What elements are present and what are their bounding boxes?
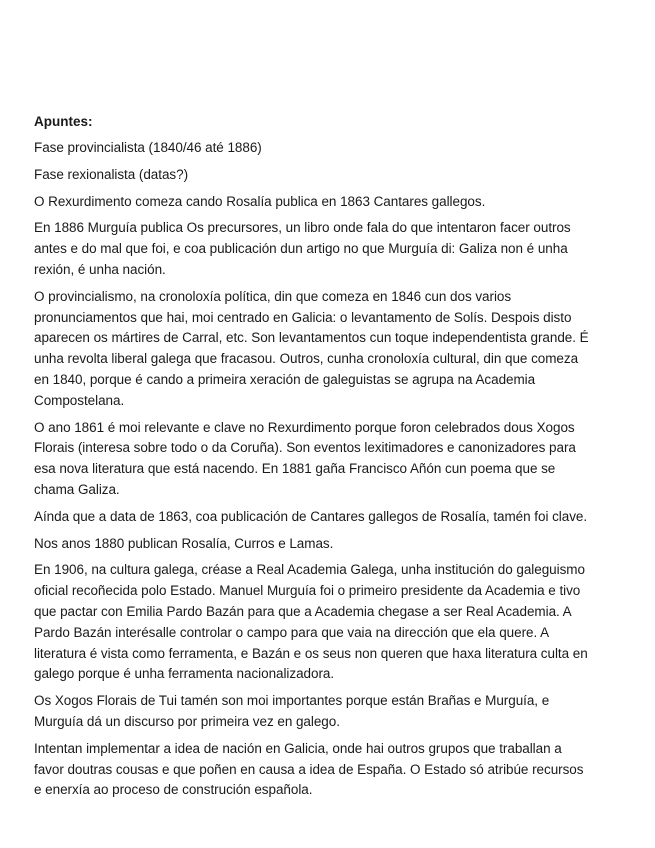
paragraph-line: e enerxía ao proceso de construción española. bbox=[34, 782, 313, 798]
notes-heading: Apuntes: bbox=[34, 114, 93, 129]
paragraph bbox=[34, 691, 609, 733]
paragraph-line: galego porque é unha ferramenta nacionalizadora. bbox=[34, 666, 335, 682]
paragraph bbox=[34, 192, 609, 213]
paragraph-line: esa nova literatura que está nacendo. En 1881 gaña Francisco Añón cun poema que se bbox=[34, 461, 556, 477]
paragraph-line: Florais (interesa sobre todo o da Coruña). Son eventos lexitimadores e canonizadores para bbox=[34, 440, 576, 456]
paragraph-line: O Rexurdimento comeza cando Rosalía publica en 1863 Cantares gallegos. bbox=[34, 193, 486, 209]
paragraph-line: Murguía dá un discurso por primeira vez en galego. bbox=[34, 713, 340, 729]
paragraph-line: Fase rexionalista (datas?) bbox=[34, 166, 189, 182]
paragraph-line: pronunciamentos que hai, moi centrado en Galicia: o levantamento de Solís. Despois disto bbox=[34, 309, 572, 325]
paragraph bbox=[34, 138, 609, 159]
paragraph-line: Compostelana. bbox=[34, 392, 125, 408]
paragraph-line: Pardo Bazán interésalle controlar o campo para que vaia na dirección que ela quere. A bbox=[34, 624, 550, 640]
paragraph bbox=[34, 534, 609, 555]
paragraph-line: oficial recoñecida polo Estado. Manuel Murguía foi o primeiro presidente da Academia e tivo bbox=[34, 583, 581, 599]
paragraph-line: O ano 1861 é moi relevante e clave no Rexurdimento porque foron celebrados dous Xogos bbox=[34, 419, 575, 435]
paragraph-line: que pactar con Emilia Pardo Bazán para que a Academia chegase a ser Real Academia. A bbox=[34, 603, 572, 619]
paragraph-list bbox=[34, 138, 609, 801]
paragraph-line: favor doutras cousas e que poñen en causa a idea de España. O Estado só atribúe recursos bbox=[34, 761, 584, 777]
paragraph bbox=[34, 560, 609, 685]
paragraph-line: rexión, é unha nación. bbox=[34, 261, 166, 277]
paragraph bbox=[34, 507, 609, 528]
paragraph bbox=[34, 287, 609, 412]
paragraph-line: unha revolta liberal galega que fracasou. Outros, cunha cronoloxía cultural, din que comeza bbox=[34, 351, 579, 367]
paragraph bbox=[34, 418, 609, 501]
paragraph-line: Aínda que a data de 1863, coa publicación de Cantares gallegos de Rosalía, tamén foi clave. bbox=[34, 508, 588, 524]
paragraph-line: en 1840, porque é cando a primeira xeración de galeguistas se agrupa na Academia bbox=[34, 371, 536, 387]
paragraph-line: Fase provincialista (1840/46 até 1886) bbox=[34, 140, 262, 155]
paragraph-line: En 1906, na cultura galega, créase a Real Academia Galega, unha institución do galeguismo bbox=[34, 562, 585, 578]
paragraph-line: aparecen os mártires de Carral, etc. Son levantamentos cun toque independentista grande. É bbox=[34, 330, 589, 346]
paragraph bbox=[34, 739, 609, 801]
paragraph bbox=[34, 165, 609, 186]
paragraph-line: chama Galiza. bbox=[34, 481, 120, 497]
paragraph bbox=[34, 218, 609, 280]
paragraph-line: Intentan implementar a idea de nación en Galicia, onde hai outros grupos que traballan a bbox=[34, 740, 562, 756]
paragraph-line: Os Xogos Florais de Tui tamén son moi importantes porque están Brañas e Murguía, e bbox=[34, 693, 550, 709]
paragraph-line: literatura é vista como ferramenta, e Bazán e os seus non queren que haxa literatura culta en bbox=[34, 645, 588, 661]
paragraph-line: antes e do mal que foi, e coa publicación dun artigo no que Murguía di: Galiza non é unha bbox=[34, 241, 568, 257]
document-page bbox=[34, 112, 609, 807]
paragraph-line: Nos anos 1880 publican Rosalía, Curros e Lamas. bbox=[34, 535, 334, 551]
paragraph-line: O provincialismo, na cronoloxía política, din que comeza en 1846 cun dos varios bbox=[34, 288, 512, 304]
paragraph-line: En 1886 Murguía publica Os precursores, un libro onde fala do que intentaron facer outros bbox=[34, 220, 571, 236]
